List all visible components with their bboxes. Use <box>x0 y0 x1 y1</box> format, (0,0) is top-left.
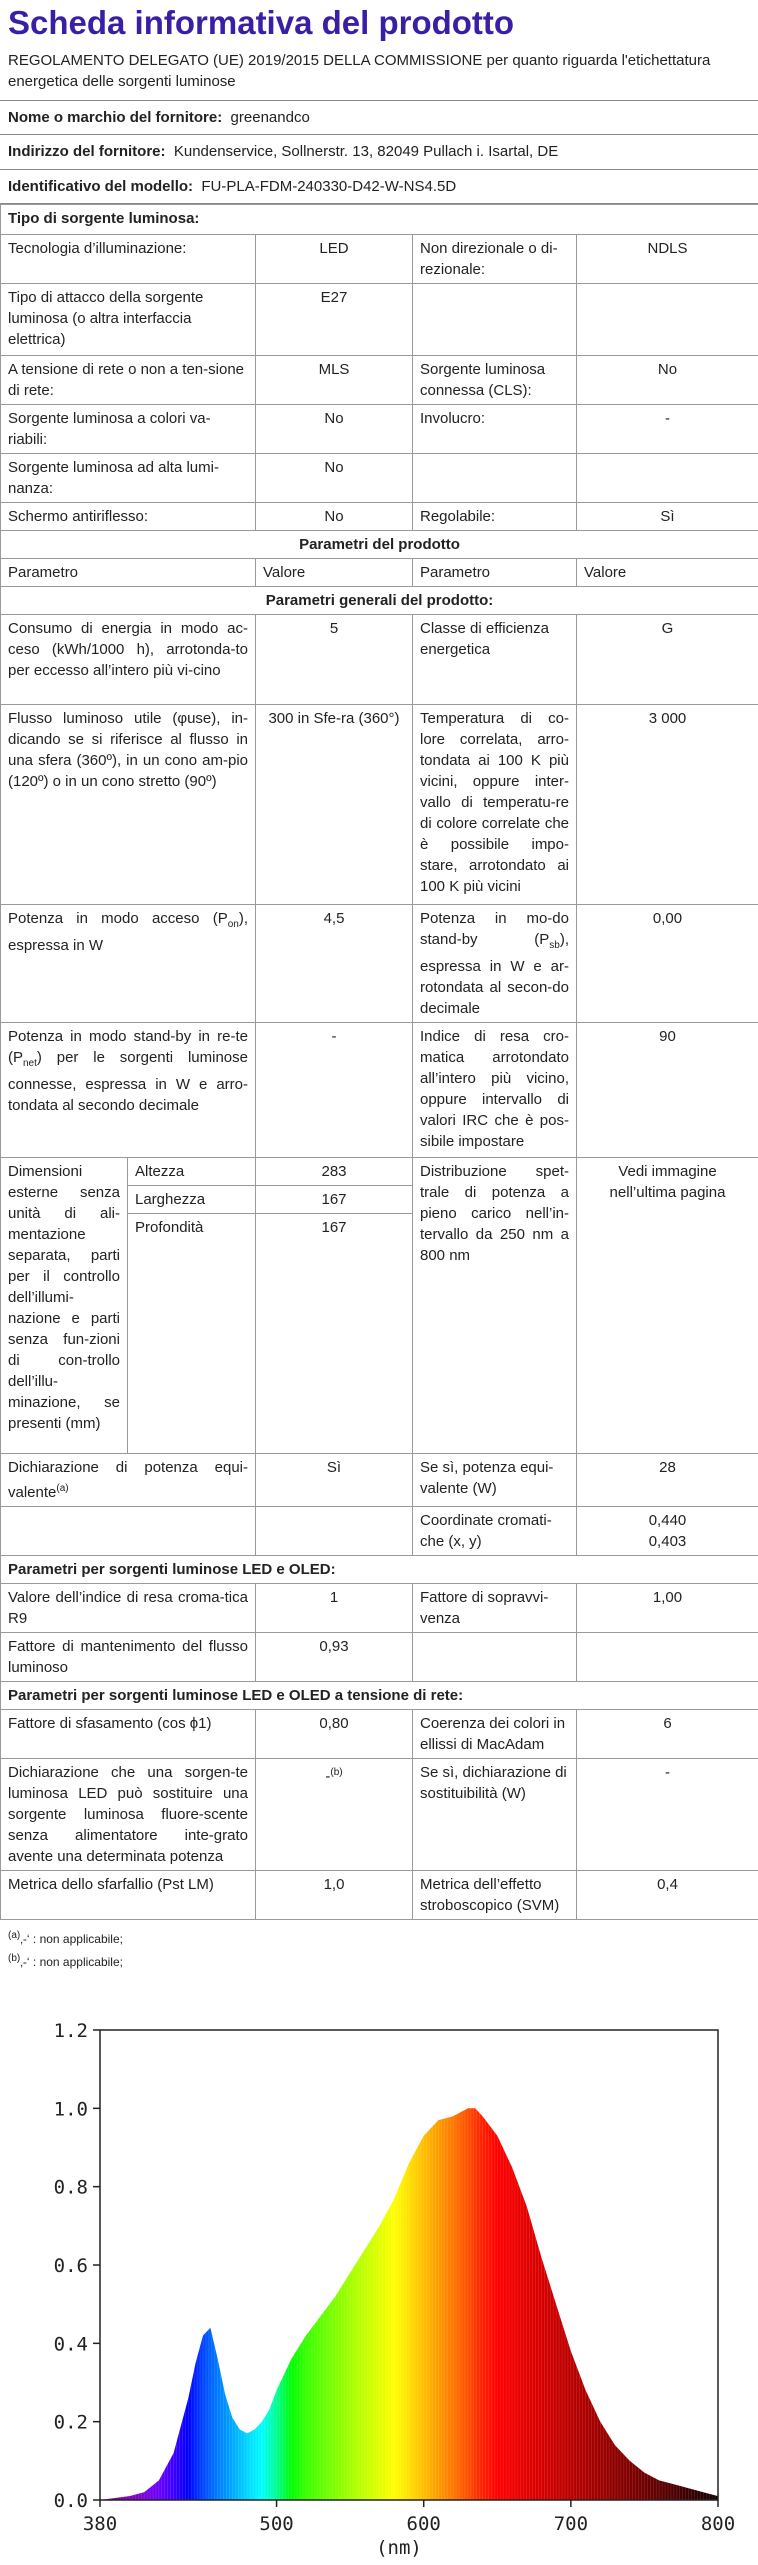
row-label: Regolabile: <box>413 503 577 531</box>
x-tick-label: 500 <box>259 2513 293 2535</box>
regulation-text: REGOLAMENTO DELEGATO (UE) 2019/2015 DELLA COMMISSIONE per quanto riguarda l'etichettatura energetica delle sorgenti luminose <box>0 44 758 101</box>
color-temperature-value: 3 000 <box>577 705 758 905</box>
x-tick-label: 600 <box>407 2513 441 2535</box>
supplier-name-row <box>0 101 758 135</box>
standby-power-label: Potenza in mo-do stand-by $(P_{sb})$, espressa in W e ar-rotondata al secon-do decimale <box>413 905 577 1023</box>
row-label: Tipo di attacco della sorgente luminosa (o altra interfaccia elettrica) <box>1 284 256 356</box>
dimension-height-label: Altezza <box>128 1158 256 1186</box>
source-type-heading: Tipo di sorgente luminosa: <box>1 205 758 235</box>
network-standby-value: - <box>256 1023 413 1158</box>
x-axis-label: (nm) <box>376 2537 422 2559</box>
dimension-depth-label: Profondità <box>128 1214 256 1454</box>
col-header-param: Parametro <box>1 559 256 587</box>
page-title: Scheda informativa del prodotto <box>0 0 758 44</box>
footnote-b: $^{(b)}$‚-‘ : non applicabile; <box>0 1949 758 1972</box>
cri-value: 90 <box>577 1023 758 1158</box>
general-params-heading: Parametri generali del prodotto: <box>1 587 758 615</box>
luminous-flux-label: Flusso luminoso utile (φuse), in-dicando se si riferisce al flusso in una sfera (360º), in un cono am-pio (120º) o in un cono stretto (90º) <box>1 705 256 905</box>
footnote-a: $^{(a)}$‚-‘ : non applicabile; <box>0 1926 758 1949</box>
fluorescent-replacement-value: -$^{(b)}$ <box>256 1759 413 1871</box>
energy-class-value: G <box>577 615 758 705</box>
y-tick-label: 0.0 <box>54 2490 88 2512</box>
color-consistency-label: Coerenza dei colori in ellissi di MacAdam <box>413 1710 577 1759</box>
y-tick-label: 0.8 <box>54 2177 88 2199</box>
on-mode-power-label: Potenza in modo acceso $(P_{on})$, espressa in W <box>1 905 256 1023</box>
row-label: Non direzionale o di-rezionale: <box>413 235 577 284</box>
col-header-value: Valore <box>577 559 758 587</box>
row-value: No <box>256 405 413 454</box>
params-heading: Parametri del prodotto <box>1 531 758 559</box>
y-tick-label: 0.2 <box>54 2412 88 2434</box>
stroboscopic-metric-value: 0,4 <box>577 1871 758 1920</box>
supplier-name-label: Nome o marchio del fornitore: <box>8 109 222 126</box>
equivalent-power-w-label: Se sì, potenza equi-valente (W) <box>413 1454 577 1507</box>
equivalent-power-label: Dichiarazione di potenza equi-valente$^{(a)}$ <box>1 1454 256 1507</box>
x-tick-label: 700 <box>554 2513 588 2535</box>
led-params-heading: Parametri per sorgenti luminose LED e OLED: <box>1 1556 758 1584</box>
flicker-metric-value: 1,0 <box>256 1871 413 1920</box>
luminous-flux-value: 300 in Sfe-ra (360°) <box>256 705 413 905</box>
mains-params-heading: Parametri per sorgenti luminose LED e OLED a tensione di rete: <box>1 1682 758 1710</box>
power-factor-label: Fattore di sfasamento (cos ϕ1) <box>1 1710 256 1759</box>
row-label: Schermo antiriflesso: <box>1 503 256 531</box>
spectral-chart-svg <box>0 1990 758 2560</box>
x-tick-label: 380 <box>83 2513 117 2535</box>
energy-consumption-value: 5 <box>256 615 413 705</box>
row-label <box>413 454 577 503</box>
color-consistency-value: 6 <box>577 1710 758 1759</box>
r9-label: Valore dell’indice di resa croma-tica R9 <box>1 1584 256 1633</box>
survival-factor-value: 1,00 <box>577 1584 758 1633</box>
energy-class-label: Classe di efficienza energetica <box>413 615 577 705</box>
row-label: A tensione di rete o non a ten-sione di rete: <box>1 356 256 405</box>
x-tick-label: 800 <box>701 2513 735 2535</box>
row-value: No <box>256 503 413 531</box>
model-id-value: FU-PLA-FDM-240330-D42-W-NS4.5D <box>201 178 456 195</box>
col-header-value: Valore <box>256 559 413 587</box>
row-value: No <box>577 356 758 405</box>
dimension-width-label: Larghezza <box>128 1186 256 1214</box>
chromaticity-value: 0,440 0,403 <box>577 1507 758 1556</box>
spectral-distribution-value: Vedi immagine nell’ultima pagina <box>577 1158 758 1454</box>
row-label: Sorgente luminosa ad alta lumi-nanza: <box>1 454 256 503</box>
model-id-row <box>0 170 758 204</box>
chromaticity-label: Coordinate cromati-che (x, y) <box>413 1507 577 1556</box>
dimensions-label: Dimensioni esterne senza unità di ali-mentazione separata, parti per il controllo dell’illumi-nazione e parti senza fun-zioni di con-trollo dell’illu-minazione, se presenti (mm) <box>1 1158 128 1454</box>
row-label: Involucro: <box>413 405 577 454</box>
replacement-claim-label: Se sì, dichiarazione di sostituibilità (W) <box>413 1759 577 1871</box>
col-header-param: Parametro <box>413 559 577 587</box>
equivalent-power-value: Sì <box>256 1454 413 1507</box>
supplier-address-row <box>0 135 758 170</box>
fluorescent-replacement-label: Dichiarazione che una sorgen-te luminosa LED può sostituire una sorgente luminosa fluore-scente senza alimentatore inte-grato avente una determinata potenza <box>1 1759 256 1871</box>
supplier-address-label: Indirizzo del fornitore: <box>8 143 166 160</box>
row-label <box>413 284 577 356</box>
row-label: Sorgente luminosa connessa (CLS): <box>413 356 577 405</box>
stroboscopic-metric-label: Metrica dell’effetto stroboscopico (SVM) <box>413 1871 577 1920</box>
row-value: MLS <box>256 356 413 405</box>
y-tick-label: 0.4 <box>54 2333 88 2355</box>
standby-power-value: 0,00 <box>577 905 758 1023</box>
flux-maintenance-label: Fattore di mantenimento del flusso luminoso <box>1 1633 256 1682</box>
row-value <box>577 454 758 503</box>
row-value: - <box>577 405 758 454</box>
supplier-name-value: greenandco <box>231 109 310 126</box>
row-value: No <box>256 454 413 503</box>
replacement-claim-value: - <box>577 1759 758 1871</box>
row-value: Sì <box>577 503 758 531</box>
flicker-metric-label: Metrica dello sfarfallio (Pst LM) <box>1 1871 256 1920</box>
dimension-depth-value: 167 <box>256 1214 413 1454</box>
row-value: LED <box>256 235 413 284</box>
spectral-distribution-label: Distribuzione spet-trale di potenza a pieno carico nell’in-tervallo da 250 nm a 800 nm <box>413 1158 577 1454</box>
cri-label: Indice di resa cro-matica arrotondato all’intero più vicino, oppure intervallo di valori IRC che è pos-sibile impostare <box>413 1023 577 1158</box>
power-factor-value: 0,80 <box>256 1710 413 1759</box>
model-id-label: Identificativo del modello: <box>8 178 193 195</box>
row-value <box>577 284 758 356</box>
row-value: E27 <box>256 284 413 356</box>
flux-maintenance-value: 0,93 <box>256 1633 413 1682</box>
row-value: NDLS <box>577 235 758 284</box>
row-label: Tecnologia d’illuminazione: <box>1 235 256 284</box>
product-table <box>0 204 758 1920</box>
dimension-width-value: 167 <box>256 1186 413 1214</box>
supplier-address-value: Kundenservice, Sollnerstr. 13, 82049 Pullach i. Isartal, DE <box>174 143 558 160</box>
row-label: Sorgente luminosa a colori va-riabili: <box>1 405 256 454</box>
spectral-chart <box>0 1990 758 2560</box>
on-mode-power-value: 4,5 <box>256 905 413 1023</box>
color-temperature-label: Temperatura di co-lore correlata, arro-tondata ai 100 K più vicini, oppure inter-vallo di temperatu-re di colore correlate che è possibile impo-stare, arrotondato ai 100 K più vicini <box>413 705 577 905</box>
dimension-height-value: 283 <box>256 1158 413 1186</box>
r9-value: 1 <box>256 1584 413 1633</box>
y-tick-label: 1.2 <box>54 2020 88 2042</box>
survival-factor-label: Fattore di sopravvi-venza <box>413 1584 577 1633</box>
network-standby-label: Potenza in modo stand-by in re-te $(P_{net})$ per le sorgenti luminose connesse, espressa in W e arro-tondata al secondo decimale <box>1 1023 256 1158</box>
energy-consumption-label: Consumo di energia in modo ac-ceso (kWh/1000 h), arrotonda-to per eccesso all’intero più vi-cino <box>1 615 256 705</box>
y-tick-label: 1.0 <box>54 2098 88 2120</box>
y-tick-label: 0.6 <box>54 2255 88 2277</box>
equivalent-power-w-value: 28 <box>577 1454 758 1507</box>
